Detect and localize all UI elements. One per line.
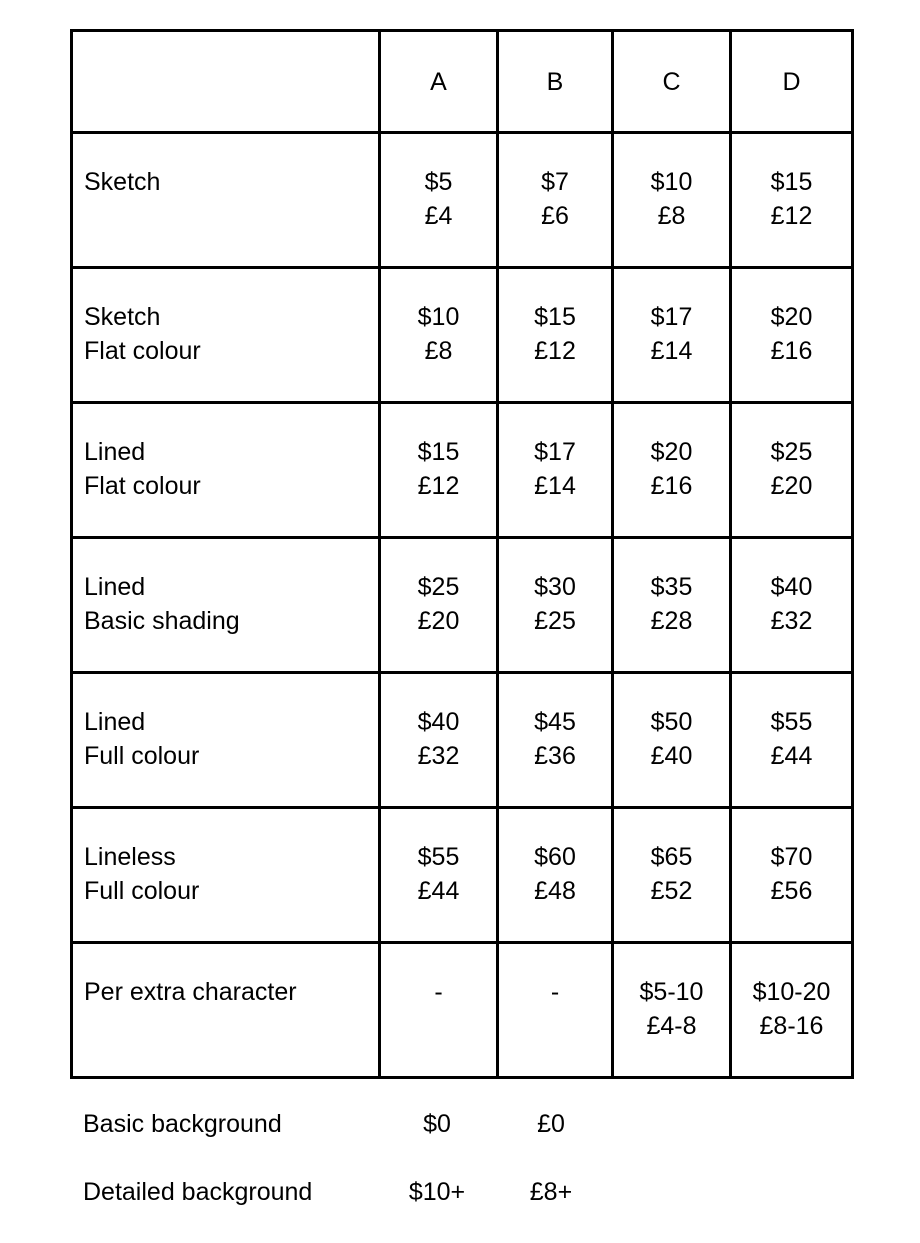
row-label-line: Lined [84,708,146,736]
price-gbp: £44 [770,742,813,770]
column-header-a: A [380,31,498,133]
price-gbp: £20 [417,607,460,635]
price-gbp: £44 [417,877,460,905]
price-gbp: £32 [417,742,460,770]
price-usd: $17 [650,303,693,331]
header-corner-cell [72,31,380,133]
row-label-line: Per extra character [84,978,297,1006]
price-cell-b [498,538,613,673]
row-label-line: Lined [84,438,146,466]
price-cell-c [613,943,731,1078]
price-gbp: £4-8 [646,1012,697,1040]
row-label-line: Flat colour [84,337,201,365]
price-cell-b [498,943,613,1078]
price-gbp: £48 [534,877,576,905]
row-label [72,943,380,1078]
price-usd: $5-10 [639,978,704,1006]
price-cell-b [498,808,613,943]
table-row [72,538,853,673]
price-cell-d [731,133,853,268]
price-gbp: £52 [650,877,693,905]
column-header-c: C [613,31,731,133]
table-row [72,673,853,808]
row-label-line: Sketch [84,168,161,196]
extra-label: Detailed background [83,1178,313,1206]
price-gbp: £6 [541,202,569,230]
row-label-line: Basic shading [84,607,240,635]
price-usd: $50 [650,708,693,736]
price-cell-b [498,268,613,403]
price-cell-d [731,268,853,403]
price-usd: $15 [417,438,460,466]
row-label-line: Full colour [84,877,200,905]
price-gbp: £16 [770,337,813,365]
price-cell-b [498,403,613,538]
price-gbp: £8 [657,202,686,230]
price-gbp: £8-16 [759,1012,824,1040]
price-usd: $10-20 [752,978,831,1006]
price-gbp: £56 [770,877,813,905]
price-cell-d [731,943,853,1078]
price-usd: $65 [650,843,693,871]
price-usd: $25 [770,438,813,466]
price-usd: $15 [534,303,576,331]
price-cell-a [380,943,498,1078]
price-cell-d [731,403,853,538]
price-usd: $17 [534,438,576,466]
column-header-b: B [498,31,613,133]
price-gbp: £14 [534,472,576,500]
row-label [72,538,380,673]
price-usd: $7 [541,168,569,196]
row-label-line: Flat colour [84,472,201,500]
price-gbp: £20 [770,472,813,500]
price-gbp: £14 [650,337,693,365]
price-cell-c [613,673,731,808]
price-cell-c [613,268,731,403]
price-usd: $40 [770,573,813,601]
price-cell-c [613,403,731,538]
price-gbp: £8 [424,337,453,365]
price-gbp: £12 [417,472,460,500]
price-usd: $25 [417,573,460,601]
price-table [70,29,854,1079]
price-cell-a [380,403,498,538]
price-cell-a [380,808,498,943]
price-cell-d [731,808,853,943]
extra-price-usd: $10+ [408,1178,466,1206]
price-gbp: £12 [534,337,576,365]
row-label-line: Lined [84,573,146,601]
price-gbp: £32 [770,607,813,635]
price-usd: $5 [424,168,453,196]
row-label [72,403,380,538]
extra-price-gbp: £0 [537,1110,565,1138]
table-row [72,133,853,268]
table-row [72,268,853,403]
price-usd: $45 [534,708,576,736]
price-cell-b [498,133,613,268]
row-label [72,268,380,403]
price-cell-a [380,133,498,268]
extra-label: Basic background [83,1110,282,1138]
price-cell-a [380,268,498,403]
price-gbp: £36 [534,742,576,770]
table-row [72,403,853,538]
price-usd: $10 [650,168,693,196]
price-cell-a [380,538,498,673]
table-header-row [72,31,853,133]
price-usd: $20 [650,438,693,466]
price-usd: $70 [770,843,813,871]
price-usd: $20 [770,303,813,331]
row-label-line: Lineless [84,843,176,871]
price-gbp: £16 [650,472,693,500]
price-cell-a [380,673,498,808]
extra-price-usd: $0 [423,1110,451,1138]
price-cell-c [613,133,731,268]
price-gbp: £4 [424,202,453,230]
price-cell-b [498,673,613,808]
price-usd: $35 [650,573,693,601]
price-usd: $15 [770,168,813,196]
price-usd: $40 [417,708,460,736]
row-label [72,673,380,808]
price-cell-d [731,538,853,673]
price-gbp: £28 [650,607,693,635]
row-label-line: Full colour [84,742,200,770]
price-cell-d [731,673,853,808]
price-gbp: £40 [650,742,693,770]
price-gbp: £12 [770,202,813,230]
table-row [72,808,853,943]
price-usd: $60 [534,843,576,871]
column-header-d: D [731,31,853,133]
row-label [72,133,380,268]
price-dash: - [550,978,560,1006]
row-label [72,808,380,943]
table-row [72,943,853,1078]
extra-price-gbp: £8+ [529,1178,573,1206]
row-label-line: Sketch [84,303,161,331]
price-usd: $55 [770,708,813,736]
price-cell-c [613,538,731,673]
price-usd: $10 [417,303,460,331]
price-cell-c [613,808,731,943]
price-usd: $55 [417,843,460,871]
price-usd: $30 [534,573,576,601]
price-gbp: £25 [534,607,576,635]
price-dash: - [434,978,443,1006]
